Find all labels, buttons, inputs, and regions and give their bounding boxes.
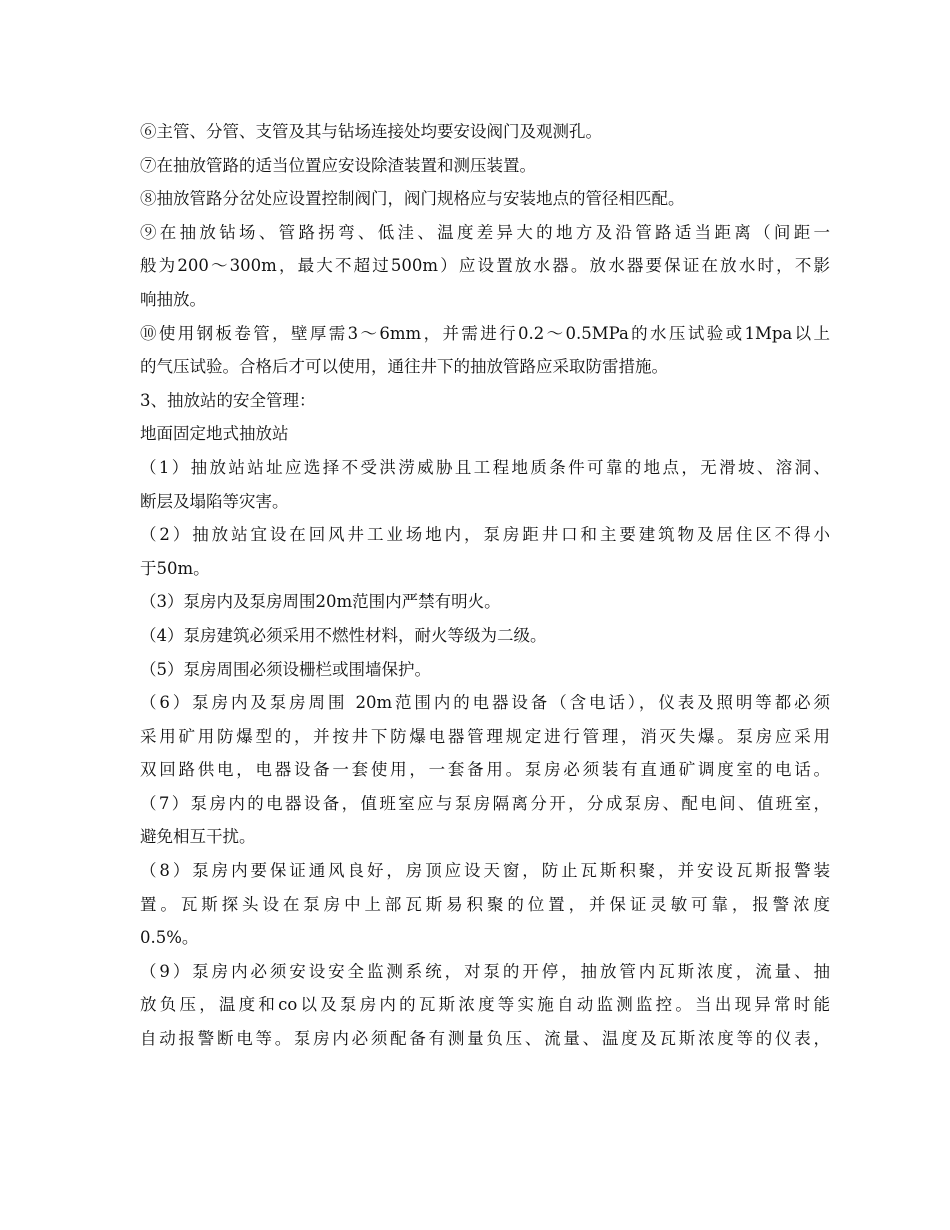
text-line: 的气压试验。合格后才可以使用，通往井下的抽放管路应采取防雷措施。 xyxy=(140,357,668,377)
text-line: 双回路供电，电器设备一套使用，一套备用。泵房必须装有直通矿调度室的电话。 xyxy=(140,760,830,780)
text-line: ⑦在抽放管路的适当位置应安设除渣装置和测压装置。 xyxy=(140,155,536,175)
text-line: 置。瓦斯探头设在泵房中上部瓦斯易积聚的位置，并保证灵敏可靠，报警浓度 xyxy=(140,894,830,914)
text-line: 0.5%。 xyxy=(140,928,199,948)
text-line: 3、抽放站的安全管理： xyxy=(140,390,316,410)
text-line: 般为200～300m，最大不超过500m）应设置放水器。放水器要保证在放水时，不影 xyxy=(140,256,830,276)
text-line: （6）泵房内及泵房周围 20m范围内的电器设备（含电话），仪表及照明等都必须 xyxy=(140,693,830,713)
text-line: （8）泵房内要保证通风良好，房顶应设天窗，防止瓦斯积聚，并安设瓦斯报警装 xyxy=(140,861,830,881)
text-line: 地面固定地式抽放站 xyxy=(140,424,289,444)
text-line: ⑥主管、分管、支管及其与钻场连接处均要安设阀门及观测孔。 xyxy=(140,122,602,141)
text-line: （1）抽放站站址应选择不受洪涝威胁且工程地质条件可靠的地点，无滑坡、溶洞、 xyxy=(140,457,830,477)
text-line: 自动报警断电等。泵房内必须配备有测量负压、流量、温度及瓦斯浓度等的仪表， xyxy=(140,1029,830,1049)
text-line: （5）泵房周围必须设栅栏或围墙保护。 xyxy=(140,659,431,679)
text-line: 于50m。 xyxy=(140,558,210,578)
text-line: ⑩使用钢板卷管，壁厚需3～6mm，并需进行0.2～0.5MPa的水压试验或1Mpa以上 xyxy=(140,323,830,343)
text-line: 响抽放。 xyxy=(140,289,206,309)
text-line: （3）泵房内及泵房周围20m范围内严禁有明火。 xyxy=(140,592,501,612)
text-line: 断层及塌陷等灾害。 xyxy=(140,491,289,511)
text-line: （9）泵房内必须安设安全监测系统，对泵的开停，抽放管内瓦斯浓度，流量、抽 xyxy=(140,961,830,981)
text-line: ⑨在抽放钻场、管路拐弯、低洼、温度差异大的地方及沿管路适当距离（间距一 xyxy=(140,222,830,242)
text-line: 避免相互干扰。 xyxy=(140,827,256,847)
text-line: 放负压，温度和co以及泵房内的瓦斯浓度等实施自动监测监控。当出现异常时能 xyxy=(140,995,830,1015)
document-body xyxy=(140,115,830,1056)
text-line: （7）泵房内的电器设备，值班室应与泵房隔离分开，分成泵房、配电间、值班室， xyxy=(140,793,830,813)
text-line: ⑧抽放管路分岔处应设置控制阀门，阀门规格应与安装地点的管径相匹配。 xyxy=(140,189,685,209)
text-line: （2）抽放站宜设在回风井工业场地内，泵房距井口和主要建筑物及居住区不得小 xyxy=(140,525,830,545)
text-line: （4）泵房建筑必须采用不燃性材料，耐火等级为二级。 xyxy=(140,625,547,645)
text-line: 采用矿用防爆型的，并按井下防爆电器管理规定进行管理，消灭失爆。泵房应采用 xyxy=(140,726,830,746)
